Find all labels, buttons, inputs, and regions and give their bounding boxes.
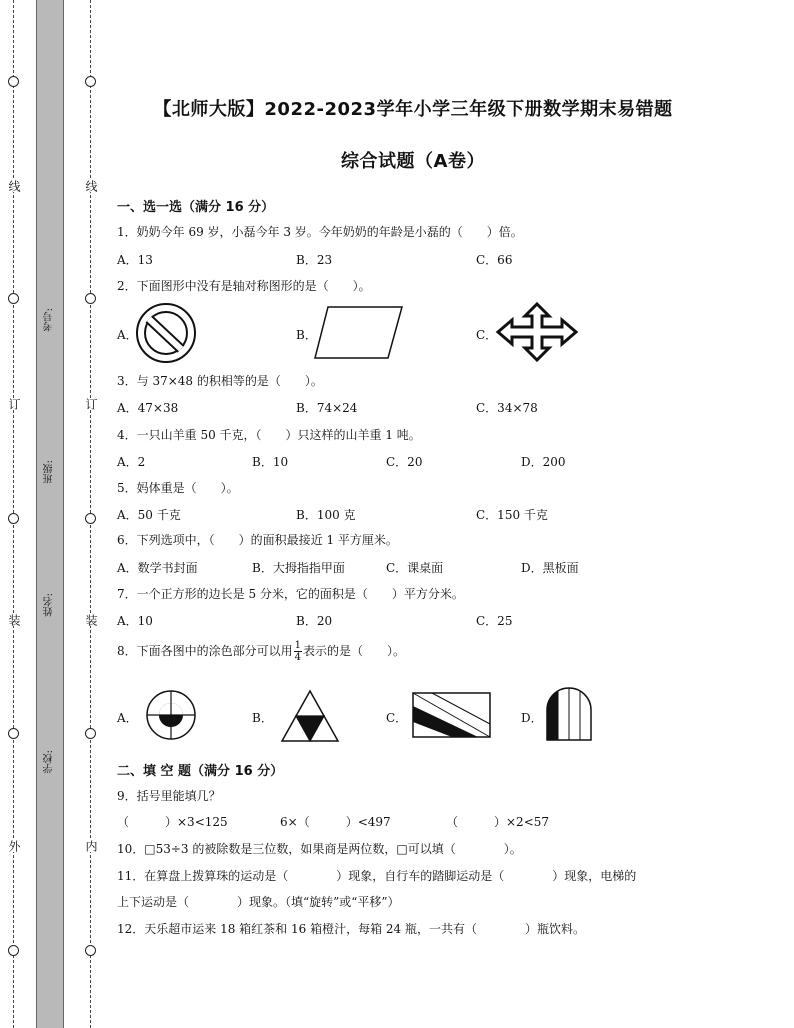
question-1: 1．奶奶今年 69 岁，小磊今年 3 岁。今年奶奶的年龄是小磊的（ ）倍。 (117, 225, 523, 239)
option-c: C． (386, 711, 408, 725)
binding-char-outer: 外 (7, 840, 21, 852)
question-8-text-before: 8．下面各图中的涂色部分可以用 (117, 644, 293, 658)
option-b: B．20 (296, 614, 333, 628)
triangle-figure (280, 689, 340, 743)
option-b: B．23 (296, 253, 333, 267)
option-b: B．大拇指指甲面 (252, 561, 345, 575)
page-title: 【北师大版】2022-2023学年小学三年级下册数学期末易错题 (153, 99, 673, 120)
option-d: D．黑板面 (521, 561, 579, 575)
binding-hole (85, 76, 96, 87)
question-2: 2．下面图形中没有是轴对称图形的是（ ）。 (117, 279, 371, 293)
binding-hole (85, 513, 96, 524)
question-8 (117, 640, 405, 663)
section-heading: 一、选一选（满分 16 分） (117, 200, 275, 215)
question-7: 7．一个正方形的边长是 5 分米，它的面积是（ ）平方分米。 (117, 587, 464, 601)
option-a: A．13 (117, 253, 153, 267)
option-c: C．课桌面 (386, 561, 444, 575)
fraction-numerator: 1 (294, 640, 302, 651)
option-b: B． (296, 328, 317, 342)
option-a: A． (117, 328, 138, 342)
option-a: A．数学书封面 (117, 561, 198, 575)
option-a: A． (117, 711, 138, 725)
class-label: 班级: (44, 460, 55, 484)
binding-hole (8, 513, 19, 524)
option-b: B．100 克 (296, 508, 356, 522)
binding-hole (8, 76, 19, 87)
no-entry-sign-figure (135, 303, 197, 365)
question-4: 4．一只山羊重 50 千克，（ ）只这样的山羊重 1 吨。 (117, 428, 421, 442)
fill-item-1: （ ）×3<125 (117, 815, 228, 829)
option-c: C． (476, 328, 498, 342)
section-heading: 二、填 空 题（满分 16 分） (117, 764, 284, 779)
binding-char-line: 线 (84, 180, 98, 192)
binding-hole (85, 945, 96, 956)
binding-hole (8, 293, 19, 304)
exam-number-label: 考号: (44, 308, 55, 332)
option-c: C．150 千克 (476, 508, 548, 522)
binding-char-bind: 装 (84, 614, 98, 626)
target-circle-figure (145, 689, 197, 741)
fraction-one-quarter (294, 640, 302, 663)
fraction-denominator: 4 (294, 652, 302, 663)
option-d: D．200 (521, 455, 566, 469)
binding-char-fix: 订 (7, 398, 21, 410)
option-b: B．74×24 (296, 401, 358, 415)
name-label: 姓名: (44, 593, 55, 617)
option-c: C．25 (476, 614, 513, 628)
question-8-text-after: 表示的是（ ）。 (303, 644, 406, 658)
option-a: A．10 (117, 614, 153, 628)
binding-hole (85, 293, 96, 304)
striped-rectangle-figure (412, 692, 492, 738)
binding-char-inner: 内 (84, 840, 98, 852)
question-12: 12．天乐超市运来 18 箱红茶和 16 箱橙汁，每箱 24 瓶，一共有（ ）瓶饮料。 (117, 922, 585, 936)
option-c: C．34×78 (476, 401, 538, 415)
fill-item-3: （ ）×2<57 (446, 815, 550, 829)
binding-hole (8, 945, 19, 956)
option-a: A．47×38 (117, 401, 179, 415)
binding-hole (85, 728, 96, 739)
question-11-line1: 11．在算盘上拨算珠的运动是（ ）现象，自行车的踏脚运动是（ ）现象，电梯的 (117, 869, 637, 883)
question-5: 5．妈体重是（ ）。 (117, 481, 239, 495)
question-3: 3．与 37×48 的积相等的是（ ）。 (117, 374, 323, 388)
option-c: C．66 (476, 253, 513, 267)
option-b: B． (252, 711, 273, 725)
fill-item-2: 6×（ ）<497 (280, 815, 391, 829)
option-a: A．50 千克 (117, 508, 181, 522)
school-label: 学校: (44, 750, 55, 774)
option-d: D． (521, 711, 543, 725)
binding-hole (8, 728, 19, 739)
binding-char-bind: 装 (7, 614, 21, 626)
page-subtitle: 综合试题（A卷） (341, 151, 485, 172)
question-9: 9．括号里能填几？ (117, 789, 221, 803)
four-way-arrow-figure (496, 303, 578, 361)
question-11-line2: 上下运动是（ ）现象。（填“旋转”或“平移”） (117, 895, 400, 909)
option-a: A．2 (117, 455, 146, 469)
binding-char-fix: 订 (84, 398, 98, 410)
parallelogram-figure (314, 306, 406, 360)
arch-figure (545, 686, 595, 742)
question-10: 10．□53÷3 的被除数是三位数，如果商是两位数，□可以填（ ）。 (117, 842, 522, 856)
option-b: B．10 (252, 455, 289, 469)
question-6: 6．下列选项中，（ ）的面积最接近 1 平方厘米。 (117, 533, 398, 547)
binding-char-line: 线 (7, 180, 21, 192)
option-c: C．20 (386, 455, 423, 469)
